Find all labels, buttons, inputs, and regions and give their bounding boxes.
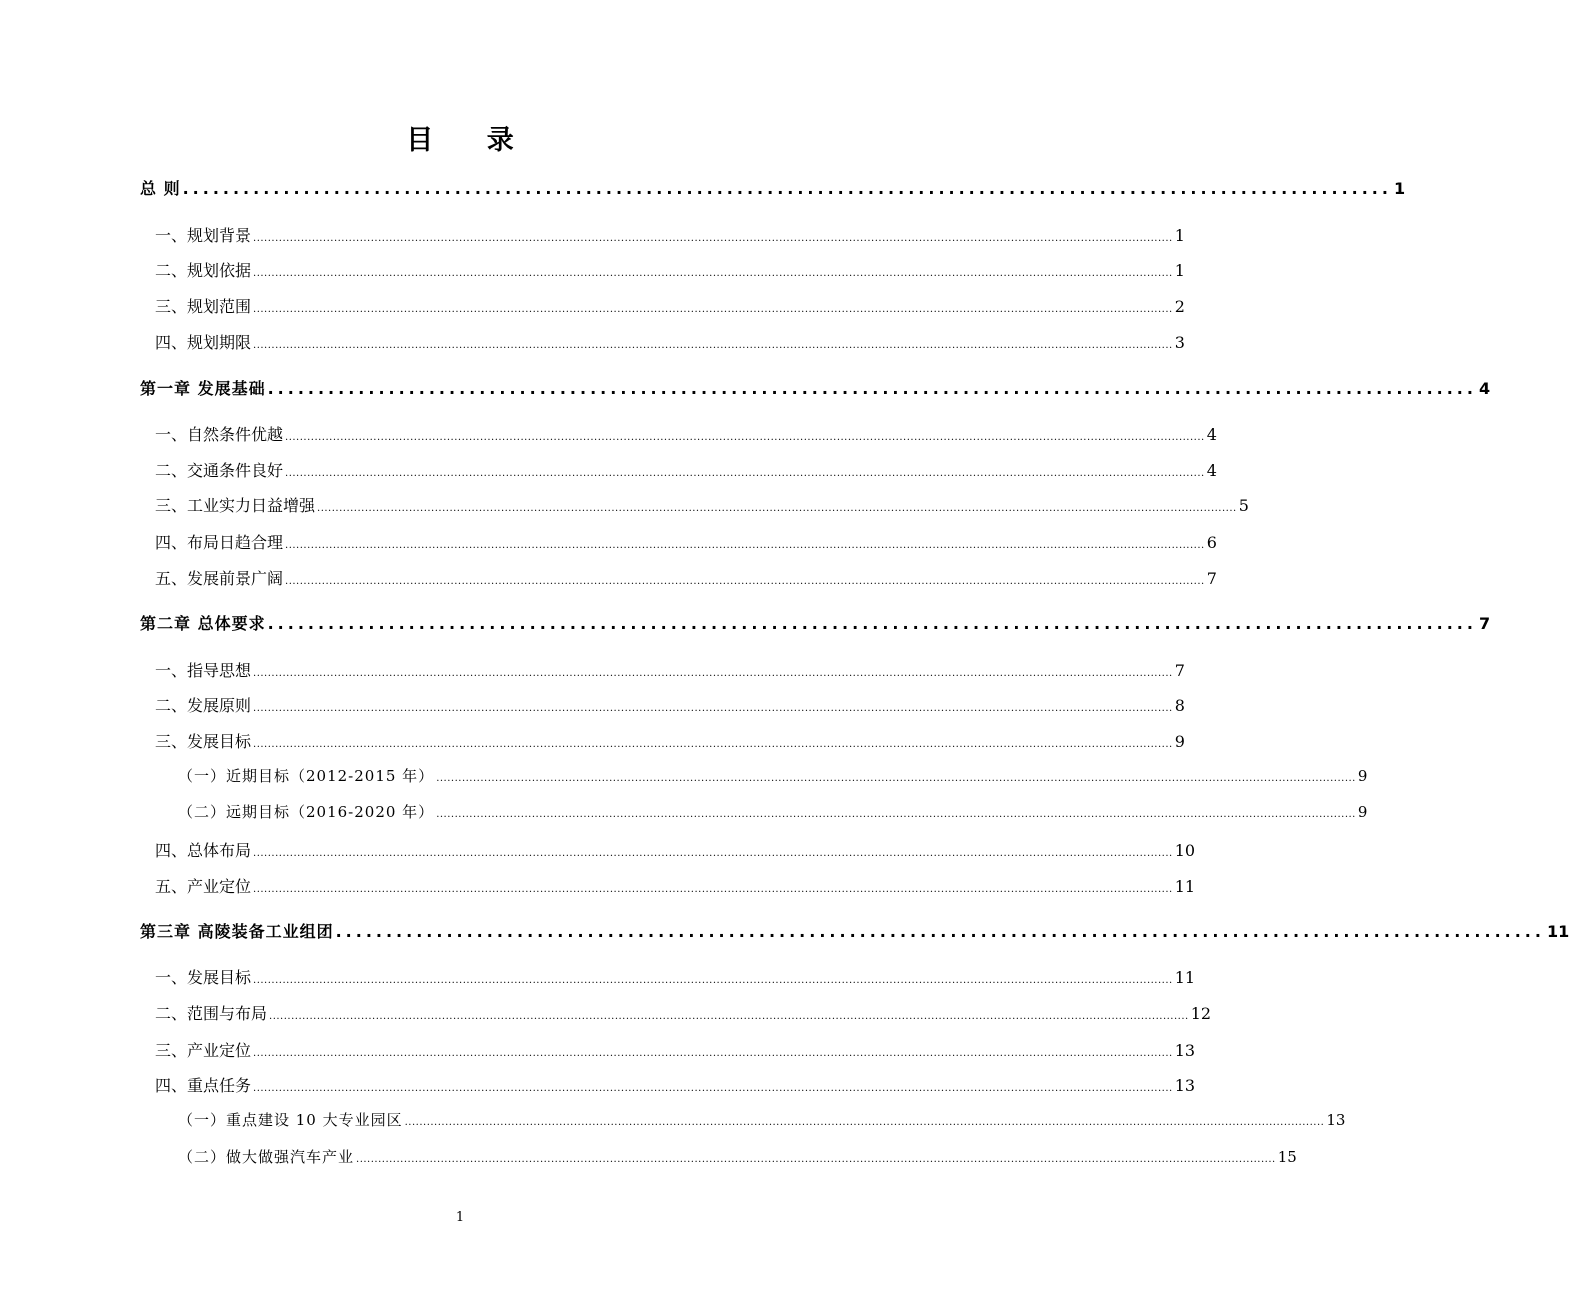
toc-dot-leader: .......................................................................................................................................................................................................................................................... bbox=[253, 975, 1173, 986]
toc-entry[interactable] bbox=[140, 611, 1491, 634]
toc-dot-leader: ........................................................................................................................ bbox=[182, 179, 1392, 198]
toc-entry-label: 三、工业实力日益增强 bbox=[155, 496, 316, 515]
toc-dot-leader: .......................................................................................................................................................................................................................................................... bbox=[285, 468, 1205, 479]
toc-dot-leader: .......................................................................................................................................................................................................................................................... bbox=[253, 1083, 1173, 1094]
toc-entry-label: 第二章 总体要求 bbox=[140, 614, 266, 633]
page-number: 1 bbox=[455, 1210, 465, 1225]
toc-entry[interactable] bbox=[178, 765, 1368, 786]
toc-entry-label: （二）做大做强汽车产业 bbox=[178, 1148, 355, 1166]
toc-entry[interactable] bbox=[140, 919, 1569, 942]
toc-dot-leader: .......................................................................................................................................................................................................................................................... bbox=[269, 1011, 1189, 1022]
toc-entry[interactable] bbox=[155, 566, 1217, 589]
toc-entry-label: 四、布局日趋合理 bbox=[155, 533, 284, 552]
toc-entry-page: 9 bbox=[1174, 732, 1185, 751]
toc-entry[interactable] bbox=[155, 223, 1185, 246]
page-title: 目 录 bbox=[406, 125, 536, 156]
toc-entry-page: 7 bbox=[1478, 614, 1491, 633]
toc-entry[interactable] bbox=[155, 258, 1185, 281]
toc-dot-leader: .......................................................................................................................................................................................................................................................... bbox=[253, 1048, 1173, 1059]
toc-entry-label: 一、自然条件优越 bbox=[155, 425, 284, 444]
toc-entry-label: 一、规划背景 bbox=[155, 226, 252, 245]
toc-entry-page: 4 bbox=[1206, 425, 1217, 444]
toc-entry-label: 三、产业定位 bbox=[155, 1041, 252, 1060]
toc-entry-page: 11 bbox=[1174, 877, 1196, 896]
toc-entry[interactable] bbox=[155, 658, 1185, 681]
toc-entry-label: 二、发展原则 bbox=[155, 696, 252, 715]
toc-entry-page: 9 bbox=[1357, 767, 1368, 785]
toc-entry-label: 一、发展目标 bbox=[155, 968, 252, 987]
toc-dot-leader: .......................................................................................................................................................................................................................................................... bbox=[436, 809, 1356, 820]
toc-entry-label: 四、规划期限 bbox=[155, 333, 252, 352]
toc-entry[interactable] bbox=[155, 330, 1185, 353]
toc-entry[interactable] bbox=[178, 801, 1368, 822]
toc-entry-page: 2 bbox=[1174, 297, 1185, 316]
toc-dot-leader: ........................................................................................................................ bbox=[335, 922, 1545, 941]
toc-entry-label: （一）近期目标（2012-2015 年） bbox=[178, 767, 435, 785]
toc-dot-leader: .......................................................................................................................................................................................................................................................... bbox=[285, 540, 1205, 551]
toc-entry-label: 第一章 发展基础 bbox=[140, 379, 266, 398]
toc-entry-page: 13 bbox=[1174, 1076, 1196, 1095]
toc-entry[interactable] bbox=[155, 729, 1185, 752]
toc-entry-label: 总 则 bbox=[140, 179, 181, 198]
toc-entry[interactable] bbox=[155, 422, 1217, 445]
toc-entry-label: 一、指导思想 bbox=[155, 661, 252, 680]
toc-entry[interactable] bbox=[155, 1073, 1196, 1096]
toc-entry[interactable] bbox=[155, 1038, 1196, 1061]
toc-entry-page: 10 bbox=[1174, 841, 1196, 860]
toc-entry[interactable] bbox=[155, 693, 1185, 716]
toc-entry-page: 8 bbox=[1174, 696, 1185, 715]
toc-entry-page: 13 bbox=[1174, 1041, 1196, 1060]
toc-entry-page: 1 bbox=[1174, 226, 1185, 245]
toc-entry-label: 五、产业定位 bbox=[155, 877, 252, 896]
toc-entry-page: 4 bbox=[1206, 461, 1217, 480]
toc-entry[interactable] bbox=[155, 965, 1196, 988]
toc-entry-page: 12 bbox=[1190, 1004, 1212, 1023]
toc-entry-label: 四、重点任务 bbox=[155, 1076, 252, 1095]
toc-entry-page: 3 bbox=[1174, 333, 1185, 352]
toc-entry[interactable] bbox=[155, 530, 1217, 553]
toc-entry[interactable] bbox=[178, 1109, 1346, 1130]
toc-entry-label: （一）重点建设 10 大专业园区 bbox=[178, 1111, 403, 1129]
toc-entry-label: 第三章 高陵装备工业组团 bbox=[140, 922, 334, 941]
toc-entry[interactable] bbox=[155, 1001, 1212, 1024]
toc-dot-leader: .......................................................................................................................................................................................................................................................... bbox=[253, 884, 1173, 895]
toc-entry-page: 13 bbox=[1326, 1111, 1346, 1129]
toc-dot-leader: .......................................................................................................................................................................................................................................................... bbox=[253, 233, 1173, 244]
toc-dot-leader: .......................................................................................................................................................................................................................................................... bbox=[253, 268, 1173, 279]
toc-dot-leader: ........................................................................................................................ bbox=[267, 614, 1477, 633]
toc-dot-leader: .......................................................................................................................................................................................................................................................... bbox=[253, 739, 1173, 750]
toc-entry-page: 6 bbox=[1206, 533, 1217, 552]
toc-entry-label: 三、规划范围 bbox=[155, 297, 252, 316]
toc-entry-label: 三、发展目标 bbox=[155, 732, 252, 751]
toc-entry[interactable] bbox=[155, 493, 1249, 516]
toc-entry-page: 5 bbox=[1238, 496, 1249, 515]
toc-dot-leader: .......................................................................................................................................................................................................................................................... bbox=[253, 304, 1173, 315]
toc-entry-label: 四、总体布局 bbox=[155, 841, 252, 860]
toc-dot-leader: .......................................................................................................................................................................................................................................................... bbox=[285, 576, 1205, 587]
toc-entry-label: （二）远期目标（2016-2020 年） bbox=[178, 803, 435, 821]
toc-entry-label: 二、规划依据 bbox=[155, 261, 252, 280]
toc-entry-page: 9 bbox=[1357, 803, 1368, 821]
toc-entry-page: 1 bbox=[1393, 179, 1406, 198]
toc-entry-label: 五、发展前景广阔 bbox=[155, 569, 284, 588]
toc-dot-leader: ........................................................................................................................ bbox=[267, 379, 1477, 398]
toc-entry[interactable] bbox=[155, 874, 1196, 897]
toc-dot-leader: .......................................................................................................................................................................................................................................................... bbox=[356, 1154, 1276, 1165]
toc-dot-leader: .......................................................................................................................................................................................................................................................... bbox=[253, 668, 1173, 679]
toc-dot-leader: .......................................................................................................................................................................................................................................................... bbox=[253, 703, 1173, 714]
toc-dot-leader: .......................................................................................................................................................................................................................................................... bbox=[436, 773, 1356, 784]
toc-entry[interactable] bbox=[140, 176, 1406, 199]
toc-dot-leader: .......................................................................................................................................................................................................................................................... bbox=[253, 340, 1173, 351]
toc-entry[interactable] bbox=[155, 458, 1217, 481]
toc-entry-page: 11 bbox=[1546, 922, 1569, 941]
toc-entry-page: 4 bbox=[1478, 379, 1491, 398]
toc-entry-page: 7 bbox=[1174, 661, 1185, 680]
toc-entry[interactable] bbox=[155, 838, 1196, 861]
toc-entry[interactable] bbox=[155, 294, 1185, 317]
toc-entry[interactable] bbox=[178, 1146, 1297, 1167]
toc-entry-page: 15 bbox=[1277, 1148, 1297, 1166]
toc-entry[interactable] bbox=[140, 376, 1491, 399]
toc-entry-page: 7 bbox=[1206, 569, 1217, 588]
toc-dot-leader: .......................................................................................................................................................................................................................................................... bbox=[317, 503, 1237, 514]
toc-entry-page: 1 bbox=[1174, 261, 1185, 280]
toc-entry-label: 二、交通条件良好 bbox=[155, 461, 284, 480]
toc-dot-leader: .......................................................................................................................................................................................................................................................... bbox=[404, 1117, 1325, 1128]
toc-entry-label: 二、范围与布局 bbox=[155, 1004, 268, 1023]
toc-dot-leader: .......................................................................................................................................................................................................................................................... bbox=[285, 432, 1205, 443]
toc-entry-page: 11 bbox=[1174, 968, 1196, 987]
toc-dot-leader: .......................................................................................................................................................................................................................................................... bbox=[253, 848, 1173, 859]
